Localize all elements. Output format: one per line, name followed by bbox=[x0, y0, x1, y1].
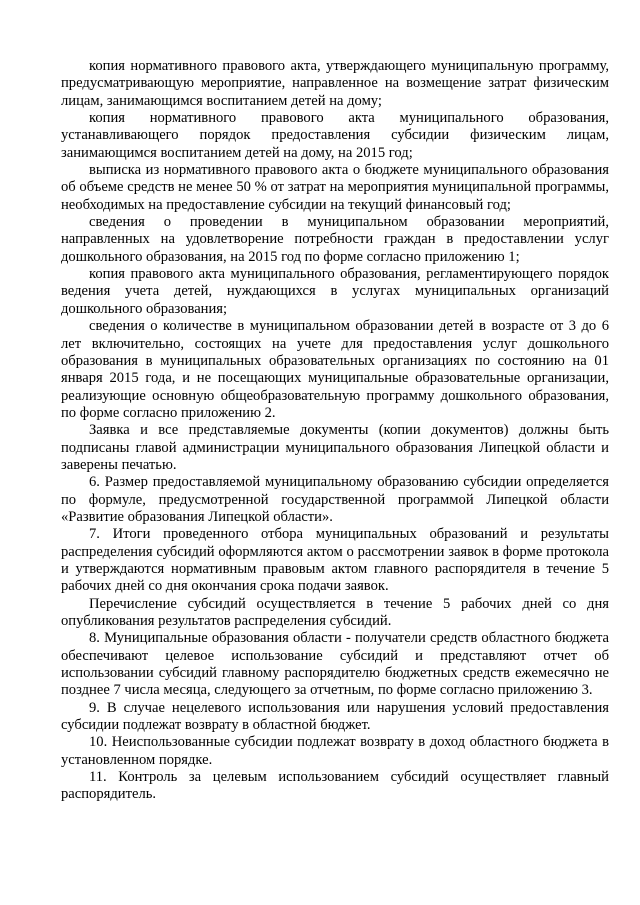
paragraph-measures-info: сведения о проведении в муниципальном образовании мероприятий, направленных на удовлетворение потребности граждан в предоставлении услуг дошкольного образования, на 2015 год по форме согласно приложению 1; bbox=[61, 214, 609, 265]
paragraph-item-6: 6. Размер предоставляемой муниципальному образованию субсидии определяется по формуле, предусмотренной государственной программой Липецкой области «Развитие образования Липецкой области». bbox=[61, 474, 609, 525]
paragraph-item-8: 8. Муниципальные образования области - получатели средств областного бюджета обеспечивают целевое использование субсидий и представляют отчет об использовании субсидий главному распорядителю бюджетных средств ежемесячно не позднее 7 числа месяца, следующего за отчетным, по форме согласно приложению 3. bbox=[61, 630, 609, 699]
paragraph-registration-order: копия правового акта муниципального образования, регламентирующего порядок ведения учета детей, нуждающихся в услугах муниципальных организаций дошкольного образования; bbox=[61, 266, 609, 317]
paragraph-children-count: сведения о количестве в муниципальном образовании детей в возрасте от 3 до 6 лет включительно, состоящих на учете для предоставления услуг дошкольного образования в муниципальных образовательных организациях по состоянию на 01 января 2015 года, и не посещающих муниципальные образовательные организации, реализующие основную общеобразовательную программу дошкольного образования, по форме согласно приложению 2. bbox=[61, 318, 609, 421]
document-page bbox=[61, 58, 609, 804]
paragraph-copy-subsidy-order: копия нормативного правового акта муниципального образования, устанавливающего порядок предоставления субсидии физическим лицам, занимающимся воспитанием детей на дому, на 2015 год; bbox=[61, 110, 609, 161]
paragraph-item-11: 11. Контроль за целевым использованием субсидий осуществляет главный распорядитель. bbox=[61, 769, 609, 803]
paragraph-copy-program-act: копия нормативного правового акта, утверждающего муниципальную программу, предусматривающую мероприятие, направленное на возмещение затрат физическим лицам, занимающимся воспитанием детей на дому; bbox=[61, 58, 609, 109]
paragraph-item-7: 7. Итоги проведенного отбора муниципальных образований и результаты распределения субсидий оформляются актом о рассмотрении заявок в форме протокола и утверждаются нормативным правовым актом главного распорядителя в течение 5 рабочих дней со дня окончания срока подачи заявок. bbox=[61, 526, 609, 595]
paragraph-application-signing: Заявка и все представляемые документы (копии документов) должны быть подписаны главой администрации муниципального образования Липецкой области и заверены печатью. bbox=[61, 422, 609, 473]
paragraph-transfer: Перечисление субсидий осуществляется в течение 5 рабочих дней со дня опубликования результатов распределения субсидий. bbox=[61, 595, 609, 629]
paragraph-item-10: 10. Неиспользованные субсидии подлежат возврату в доход областного бюджета в установленном порядке. bbox=[61, 734, 609, 768]
paragraph-budget-extract: выписка из нормативного правового акта о бюджете муниципального образования об объеме средств не менее 50 % от затрат на мероприятия муниципальной программы, необходимых на предоставление субсидии на текущий финансовый год; bbox=[61, 162, 609, 213]
paragraph-item-9: 9. В случае нецелевого использования или нарушения условий предоставления субсидии подлежат возврату в областной бюджет. bbox=[61, 699, 609, 734]
